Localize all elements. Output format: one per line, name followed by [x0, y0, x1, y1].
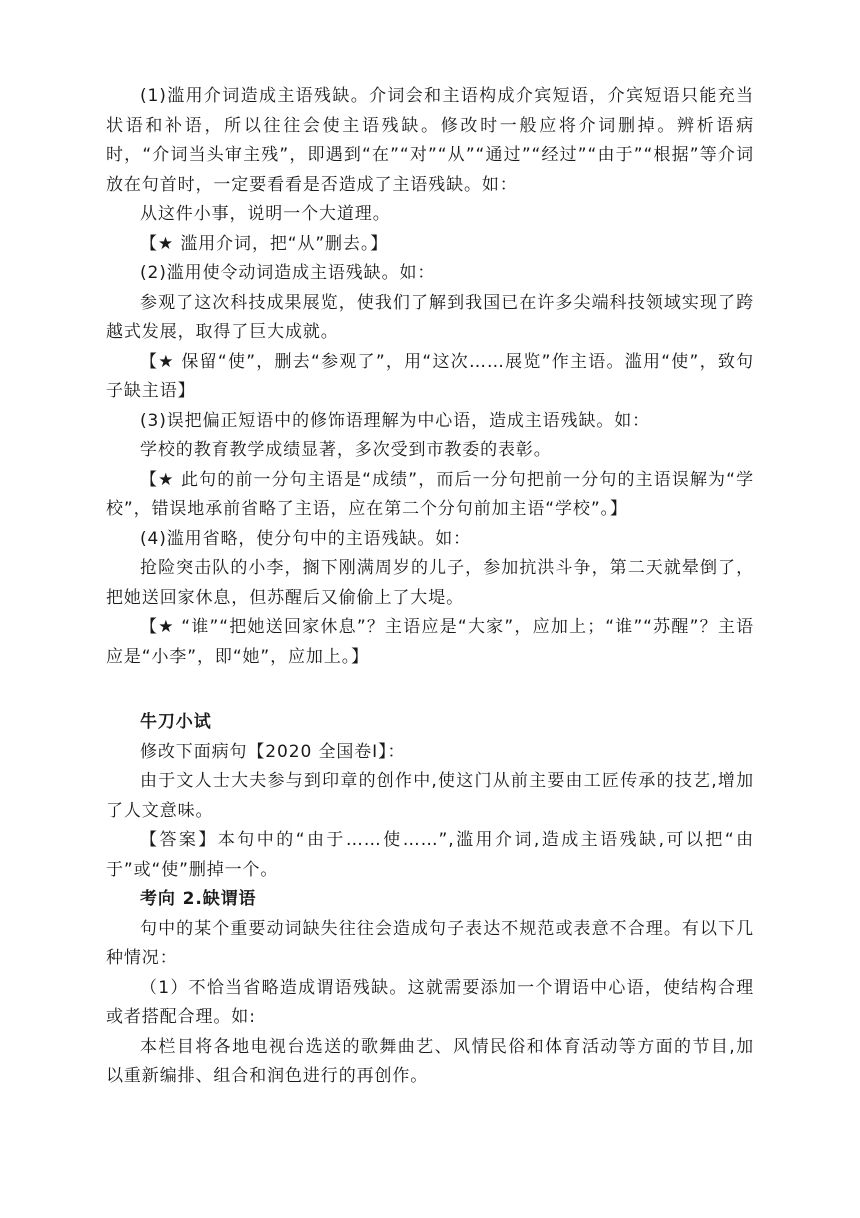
paragraph: (3)误把偏正短语中的修饰语理解为中心语，造成主语残缺。如：: [140, 410, 651, 431]
paragraph: 学校的教育教学成绩显著，多次受到市教委的表彰。: [140, 440, 552, 460]
section-heading: 牛刀小试: [140, 712, 212, 732]
paragraph: 句中的某个重要动词缺失往往会造成句子表达不规范或表意不合理。有以下几种情况：: [106, 918, 754, 968]
paragraph: 【★ 滥用介词，把“从”删去。】: [140, 233, 389, 254]
paragraph: (2)滥用使令动词造成主语残缺。如：: [140, 263, 436, 283]
paragraph: 修改下面病句【2020 全国卷Ⅰ】：: [140, 741, 406, 762]
paragraph: (4)滥用省略，使分句中的主语残缺。如：: [140, 528, 472, 549]
paragraph: 抢险突击队的小李，搁下刚满周岁的儿子，参加抗洪斗争，第二天就晕倒了，把她送回家休息，但苏醒后又偷偷上了大堤。: [106, 558, 754, 608]
paragraph: 由于文人士大夫参与到印章的创作中,使这门从前主要由工匠传承的技艺,增加了人文意味。: [106, 771, 754, 821]
paragraph: （1）不恰当省略造成谓语残缺。这就需要添加一个谓语中心语，使结构合理或者搭配合理。如:: [106, 977, 754, 1027]
paragraph: 参观了这次科技成果展览，使我们了解到我国已在许多尖端科技领域实现了跨越式发展，取得了巨大成就。: [106, 292, 754, 342]
section-heading: 考向 2.缺谓语: [140, 889, 257, 909]
paragraph: 从这件小事，说明一个大道理。: [140, 204, 391, 224]
paragraph: 【★ 此句的前一分句主语是“成绩”，而后一分句把前一分句的主语误解为“学校”，错误地承前省略了主语，应在第二个分句前加主语“学校”。】: [106, 469, 754, 519]
paragraph: (1)滥用介词造成主语残缺。介词会和主语构成介宾短语，介宾短语只能充当状语和补语，所以往往会使主语残缺。修改时一般应将介词删掉。辨析语病时，“介词当头审主残”，即遇到“在”“对”“从”“通过”“经过”“由于”“根据”等介词放在句首时，一定要看看是否造成了主语残缺。如：: [106, 86, 754, 195]
paragraph: 【★ “谁”“把她送回家休息”？主语应是“大家”，应加上；“谁”“苏醒”？主语应是“小李”，即“她”，应加上。】: [106, 617, 754, 667]
paragraph: 本栏目将各地电视台选送的歌舞曲艺、风情民俗和体育活动等方面的节目,加以重新编排、组合和润色进行的再创作。: [106, 1036, 754, 1086]
paragraph: 【★ 保留“使”，删去“参观了”，用“这次……展览”作主语。滥用“使”，致句子缺主语】: [106, 351, 754, 401]
spacer: [106, 672, 754, 708]
paragraph: 【答案】本句中的“由于……使……”,滥用介词,造成主语残缺,可以把“由于”或“使”删掉一个。: [106, 830, 754, 880]
